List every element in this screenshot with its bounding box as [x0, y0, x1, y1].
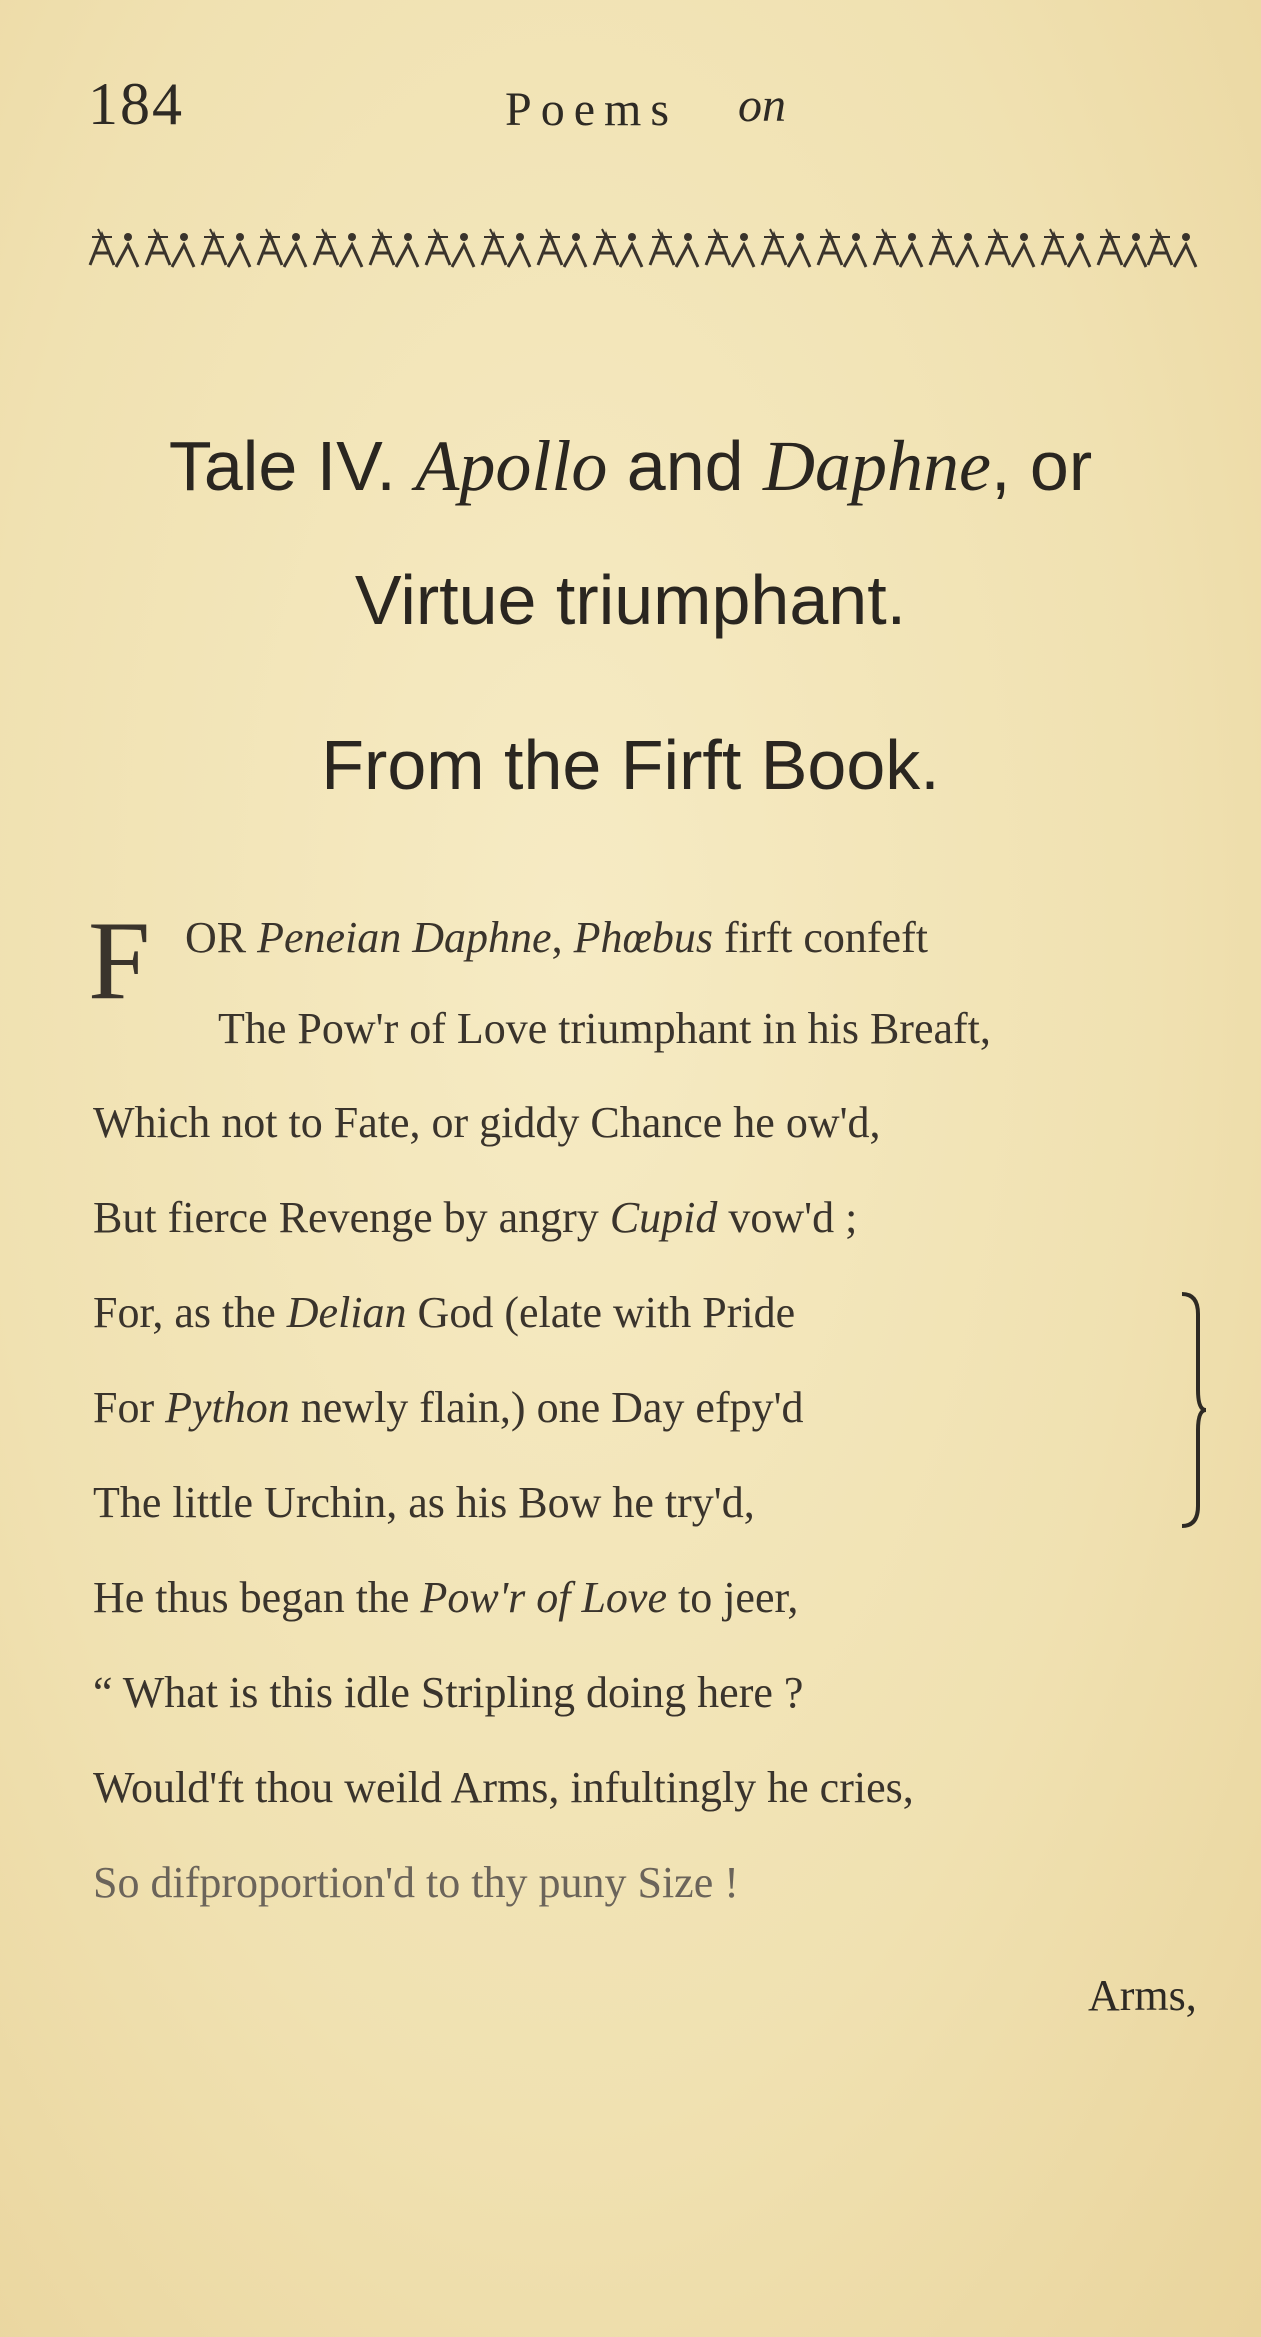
verse-text: ,	[551, 913, 574, 962]
verse-text: The Pow'r of Love triumphant in his Breaft,	[218, 1004, 991, 1053]
verse-text: The little Urchin, as his Bow he try'd,	[93, 1478, 755, 1527]
verse-line	[218, 1003, 991, 1054]
verse-line	[93, 1192, 857, 1243]
verse-text: newly flain,) one Day efpy'd	[289, 1383, 804, 1432]
verse-line	[93, 1382, 804, 1433]
page-number: 184	[88, 71, 184, 137]
verse-text: God (elate with Pride	[406, 1288, 796, 1337]
verse-italic: Phœbus	[573, 913, 713, 962]
verse-italic: Delian	[286, 1288, 407, 1337]
verse-text: For	[93, 1383, 166, 1432]
verse-text: firft confeft	[712, 913, 928, 962]
verse-line	[93, 1857, 739, 1908]
verse-line	[93, 1287, 795, 1338]
verse-text: to jeer,	[666, 1573, 799, 1622]
title-line-1	[0, 425, 1261, 508]
ornament-band	[88, 225, 1200, 275]
title-and: and	[626, 427, 744, 505]
running-head-italic: on	[738, 79, 786, 132]
verse-text: He thus began the	[93, 1573, 421, 1622]
triplet-brace	[1178, 1290, 1208, 1530]
verse-text: So difproportion'd to thy puny Size !	[93, 1858, 739, 1907]
verse-line	[93, 1477, 755, 1528]
title-line-3: From the Firft Book.	[321, 726, 940, 804]
verse-italic: Peneian Daphne	[257, 913, 552, 962]
verse-italic: Cupid	[609, 1193, 718, 1242]
verse-text: vow'd ;	[717, 1193, 858, 1242]
drop-cap: F	[88, 899, 151, 1023]
verse-line	[93, 1097, 881, 1148]
title-apollo: Apollo	[415, 426, 608, 506]
verse-text: OR	[185, 913, 258, 962]
verse-italic: Python	[165, 1383, 290, 1432]
verse-italic: Pow'r of Love	[420, 1573, 667, 1622]
verse-text: Would'ft thou weild Arms, infultingly he cries,	[93, 1763, 914, 1812]
verse-text: “ What is this idle Stripling doing here ?	[93, 1668, 804, 1717]
running-head: Poems	[505, 83, 679, 136]
verse-line	[185, 912, 928, 963]
verse-line	[93, 1762, 914, 1813]
verse-text: Which not to Fate, or giddy Chance he ow'd,	[93, 1098, 881, 1147]
title-line-2: Virtue triumphant.	[354, 561, 907, 639]
catchword: Arms,	[1088, 1971, 1197, 2020]
title-prefix: Tale IV.	[168, 427, 396, 505]
verse-text: For, as the	[93, 1288, 287, 1337]
verse-line	[93, 1667, 803, 1718]
title-daphne: Daphne	[763, 426, 991, 506]
title-suffix: , or	[991, 427, 1093, 505]
verse-text: But fierce Revenge by angry	[93, 1193, 610, 1242]
verse-line	[93, 1572, 798, 1623]
